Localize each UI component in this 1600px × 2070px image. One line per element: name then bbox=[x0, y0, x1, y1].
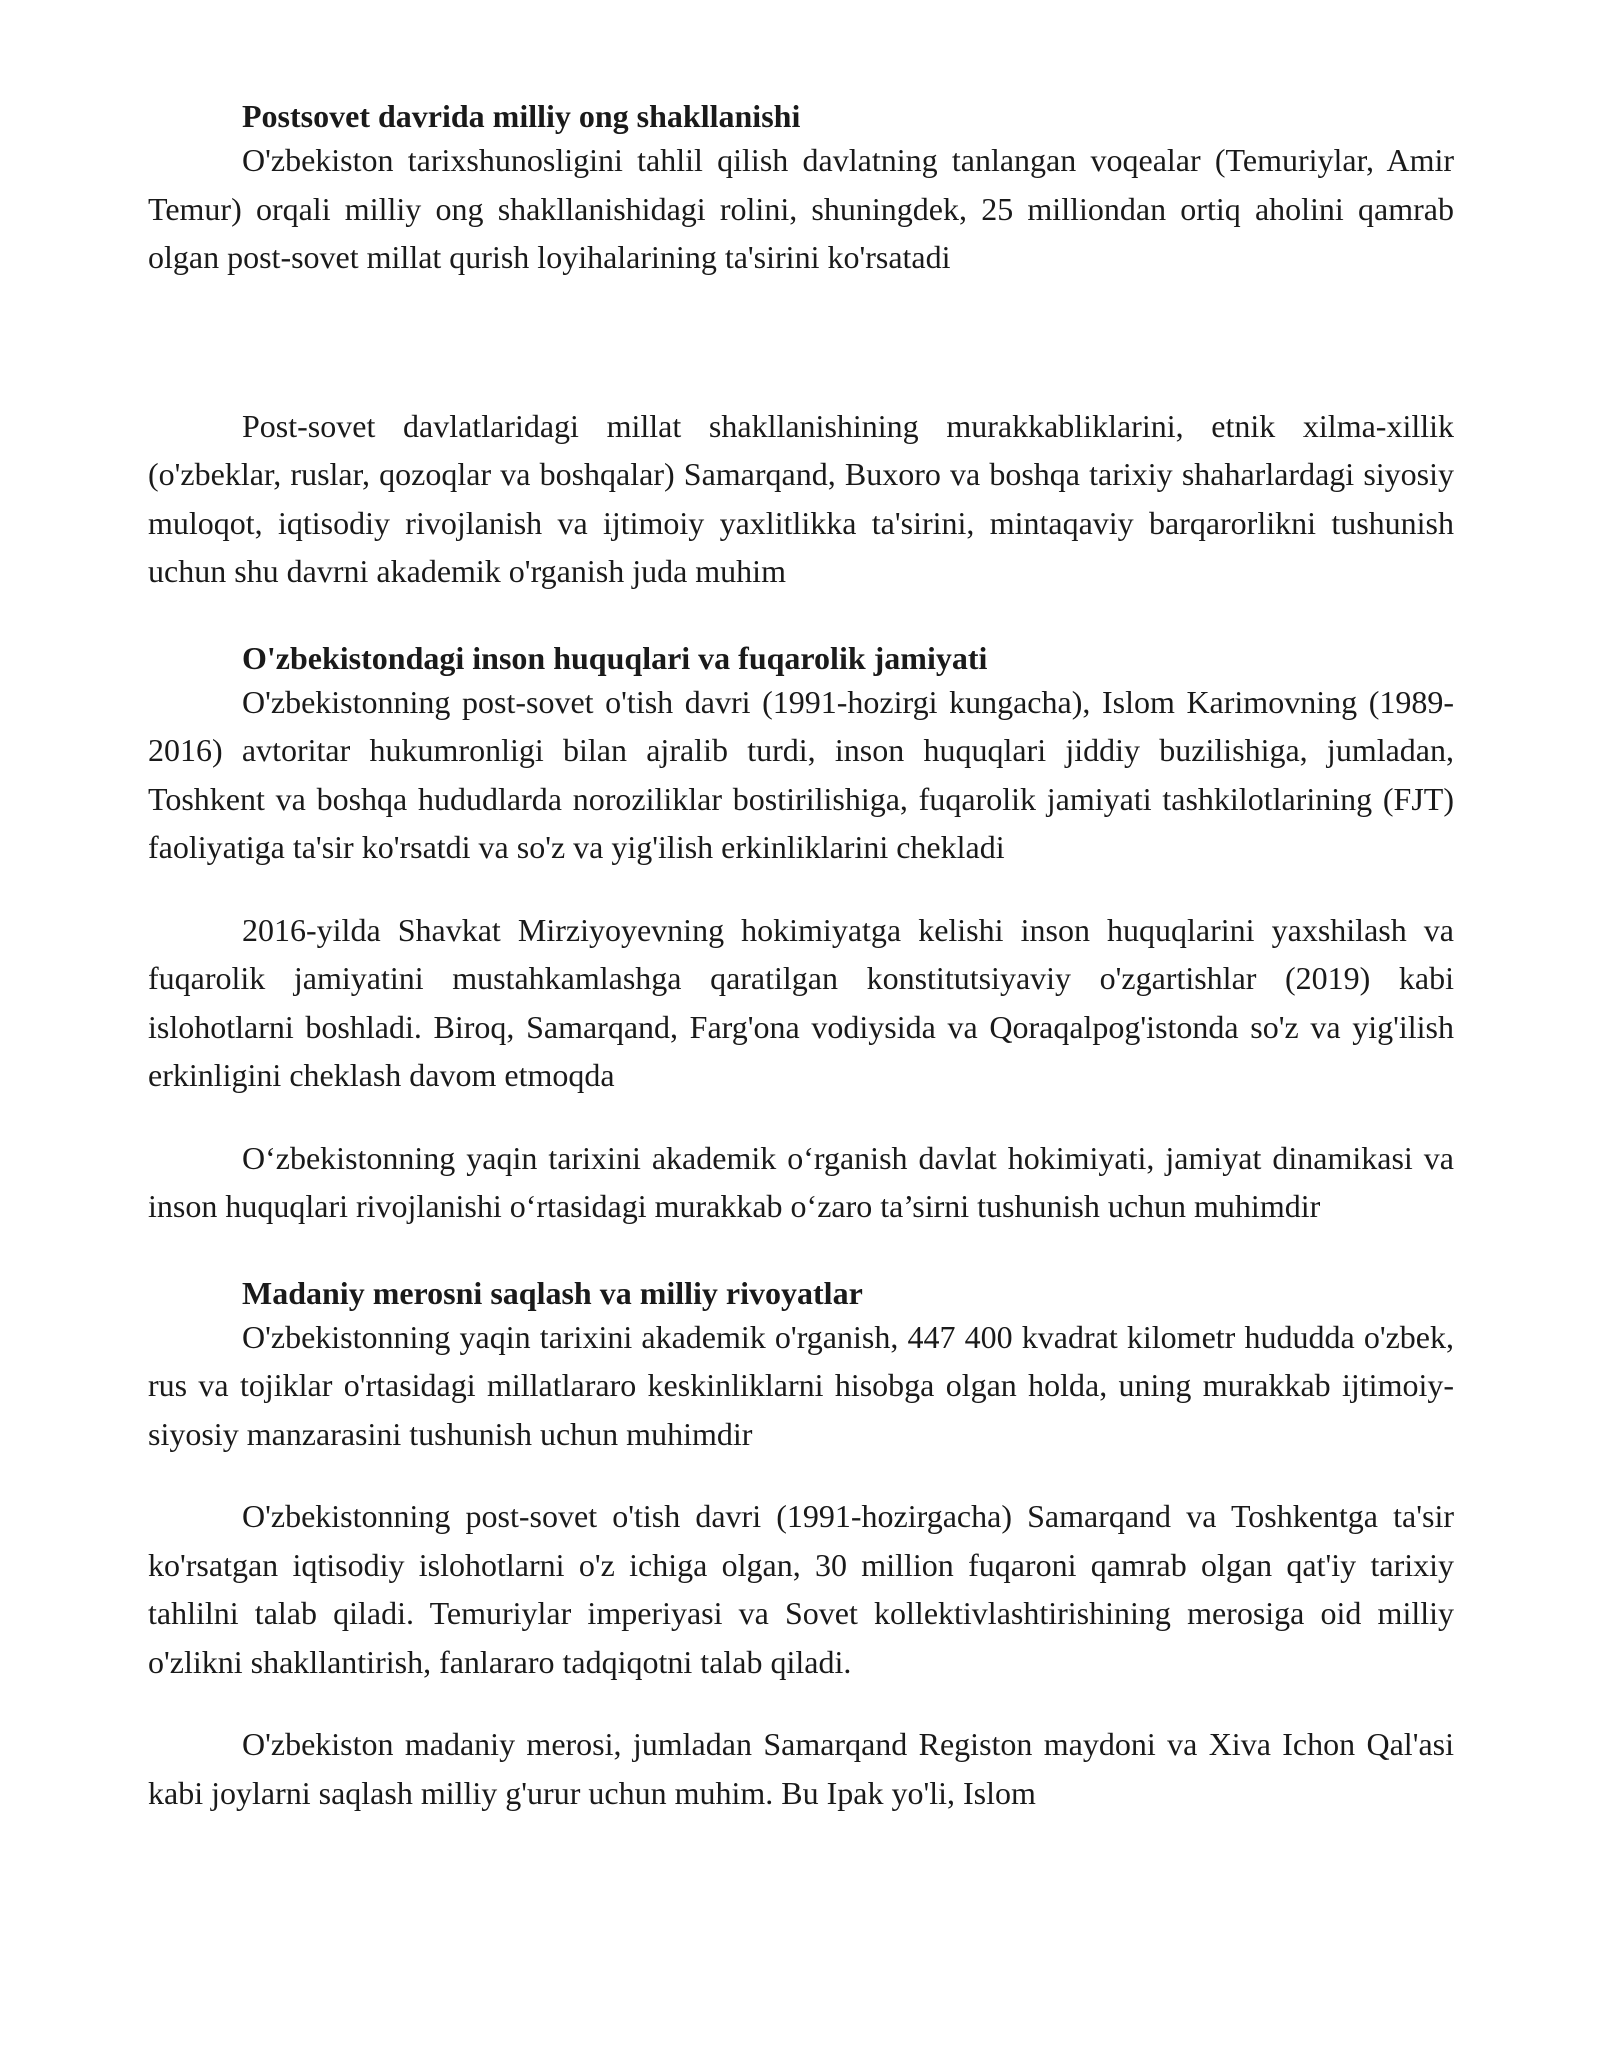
document-page bbox=[148, 96, 1454, 1817]
section-heading: Madaniy merosni saqlash va milliy rivoyatlar bbox=[242, 1274, 863, 1311]
paragraph: O'zbekiston tarixshunosligini tahlil qilish davlatning tanlangan voqealar (Temuriylar, Amir Temur) orqali milliy ong shakllanishidagi rolini, shuningdek, 25 milliondan ortiq aholini qamrab olgan post-sovet millat qurish loyihalarining ta'sirini ko'rsatadi bbox=[148, 142, 1454, 275]
paragraph: 2016-yilda Shavkat Mirziyoyevning hokimiyatga kelishi inson huquqlarini yaxshilash va fuqarolik jamiyatini mustahkamlashga qaratilgan konstitutsiyaviy o'zgartishlar (2019) kabi islohotlarni boshladi. Biroq, Samarqand, Farg'ona vodiysida va Qoraqalpog'istonda so'z va yig'ilish erkinligini cheklash davom etmoqda bbox=[148, 911, 1454, 1093]
paragraph: O'zbekiston madaniy merosi, jumladan Samarqand Registon maydoni va Xiva Ichon Qal'asi kabi joylarni saqlash milliy g'urur uchun muhim. Bu Ipak yo'li, Islom bbox=[148, 1726, 1454, 1811]
paragraph: O'zbekistonning yaqin tarixini akademik o'rganish, 447 400 kvadrat kilometr hududda o'zbek, rus va tojiklar o'rtasidagi millatlararo keskinliklarni hisobga olgan holda, uning murakkab ijtimoiy-siyosiy manzarasini tushunish uchun muhimdir bbox=[148, 1318, 1454, 1452]
paragraph: Post-sovet davlatlaridagi millat shakllanishining murakkabliklarini, etnik xilma-xillik (o'zbeklar, ruslar, qozoqlar va boshqalar) Samarqand, Buxoro va boshqa tarixiy shaharlardagi siyosiy muloqot, iqtisodiy rivojlanish va ijtimoiy yaxlitlikka ta'sirini, mintaqaviy barqarorlikni tushunish uchun shu davrni akademik o'rganish juda muhim bbox=[148, 407, 1454, 589]
paragraph: O'zbekistonning post-sovet o'tish davri (1991-hozirgacha) Samarqand va Toshkentga ta'sir ko'rsatgan iqtisodiy islohotlarni o'z ichiga olgan, 30 million fuqaroni qamrab olgan qat'iy tarixiy tahlilni talab qiladi. Temuriylar imperiyasi va Sovet kollektivlashtirishining merosiga oid milliy o'zlikni shakllantirish, fanlararo tadqiqotni talab qiladi. bbox=[148, 1498, 1454, 1680]
section-heading: Postsovet davrida milliy ong shakllanishi bbox=[242, 98, 801, 134]
paragraph: O‘zbekistonning yaqin tarixini akademik o‘rganish davlat hokimiyati, jamiyat dinamikasi va inson huquqlari rivojlanishi o‘rtasidagi murakkab o‘zaro ta’sirni tushunish uchun muhimdir bbox=[148, 1139, 1454, 1224]
paragraph: O'zbekistonning post-sovet o'tish davri (1991-hozirgi kungacha), Islom Karimovning (1989-2016) avtoritar hukumronligi bilan ajralib turdi, inson huquqlari jiddiy buzilishiga, jumladan, Toshkent va boshqa hududlarda noroziliklar bostirilishiga, fuqarolik jamiyati tashkilotlarining (FJT) faoliyatiga ta'sir ko'rsatdi va so'z va yig'ilish erkinliklarini chekladi bbox=[148, 683, 1454, 865]
section-heading: O'zbekistondagi inson huquqlari va fuqarolik jamiyati bbox=[242, 639, 988, 676]
